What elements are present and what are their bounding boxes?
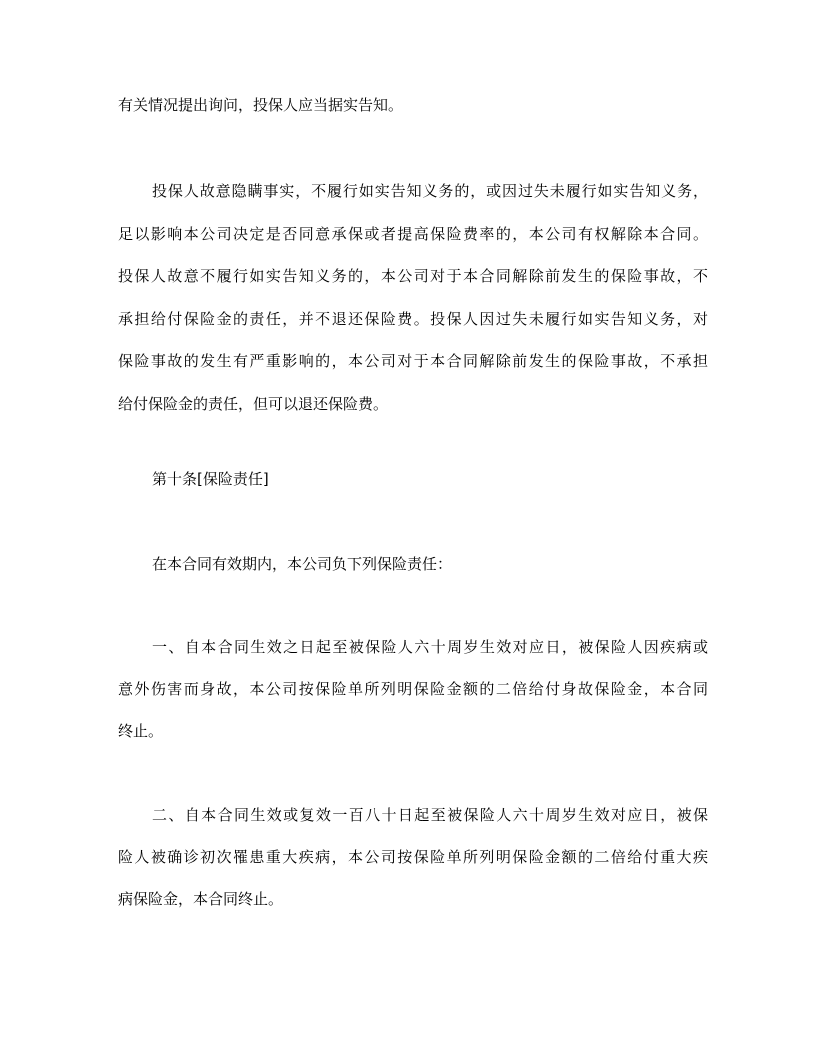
paragraph-line: 投保人故意隐瞒事实，不履行如实告知义务的，或因过失未履行如实告知义务， xyxy=(152,182,708,200)
paragraph-line: 意外伤害而身故，本公司按保险单所列明保险金额的二倍给付身故保险金，本合同 xyxy=(118,680,708,698)
paragraph-line: 病保险金，本合同终止。 xyxy=(118,890,284,908)
paragraph-line: 险人被确诊初次罹患重大疾病，本公司按保险单所列明保险金额的二倍给付重大疾 xyxy=(118,848,708,866)
paragraph-line: 终止。 xyxy=(118,722,164,740)
paragraph-line: 投保人故意不履行如实告知义务的，本公司对于本合同解除前发生的保险事故，不 xyxy=(118,267,708,285)
section-heading: 第十条[保险责任] xyxy=(152,470,269,488)
paragraph-line: 在本合同有效期内，本公司负下列保险责任： xyxy=(152,555,453,573)
paragraph-line: 一、自本合同生效之日起至被保险人六十周岁生效对应日，被保险人因疾病或 xyxy=(152,638,708,656)
paragraph-line: 给付保险金的责任，但可以退还保险费。 xyxy=(118,395,389,413)
paragraph-line: 二、自本合同生效或复效一百八十日起至被保险人六十周岁生效对应日，被保 xyxy=(152,806,708,824)
paragraph-line: 承担给付保险金的责任，并不退还保险费。投保人因过失未履行如实告知义务，对 xyxy=(118,310,708,328)
paragraph-line: 保险事故的发生有严重影响的，本公司对于本合同解除前发生的保险事故，不承担 xyxy=(118,352,708,370)
paragraph-line: 有关情况提出询问，投保人应当据实告知。 xyxy=(118,96,404,114)
paragraph-line: 足以影响本公司决定是否同意承保或者提高保险费率的，本公司有权解除本合同。 xyxy=(118,225,708,243)
